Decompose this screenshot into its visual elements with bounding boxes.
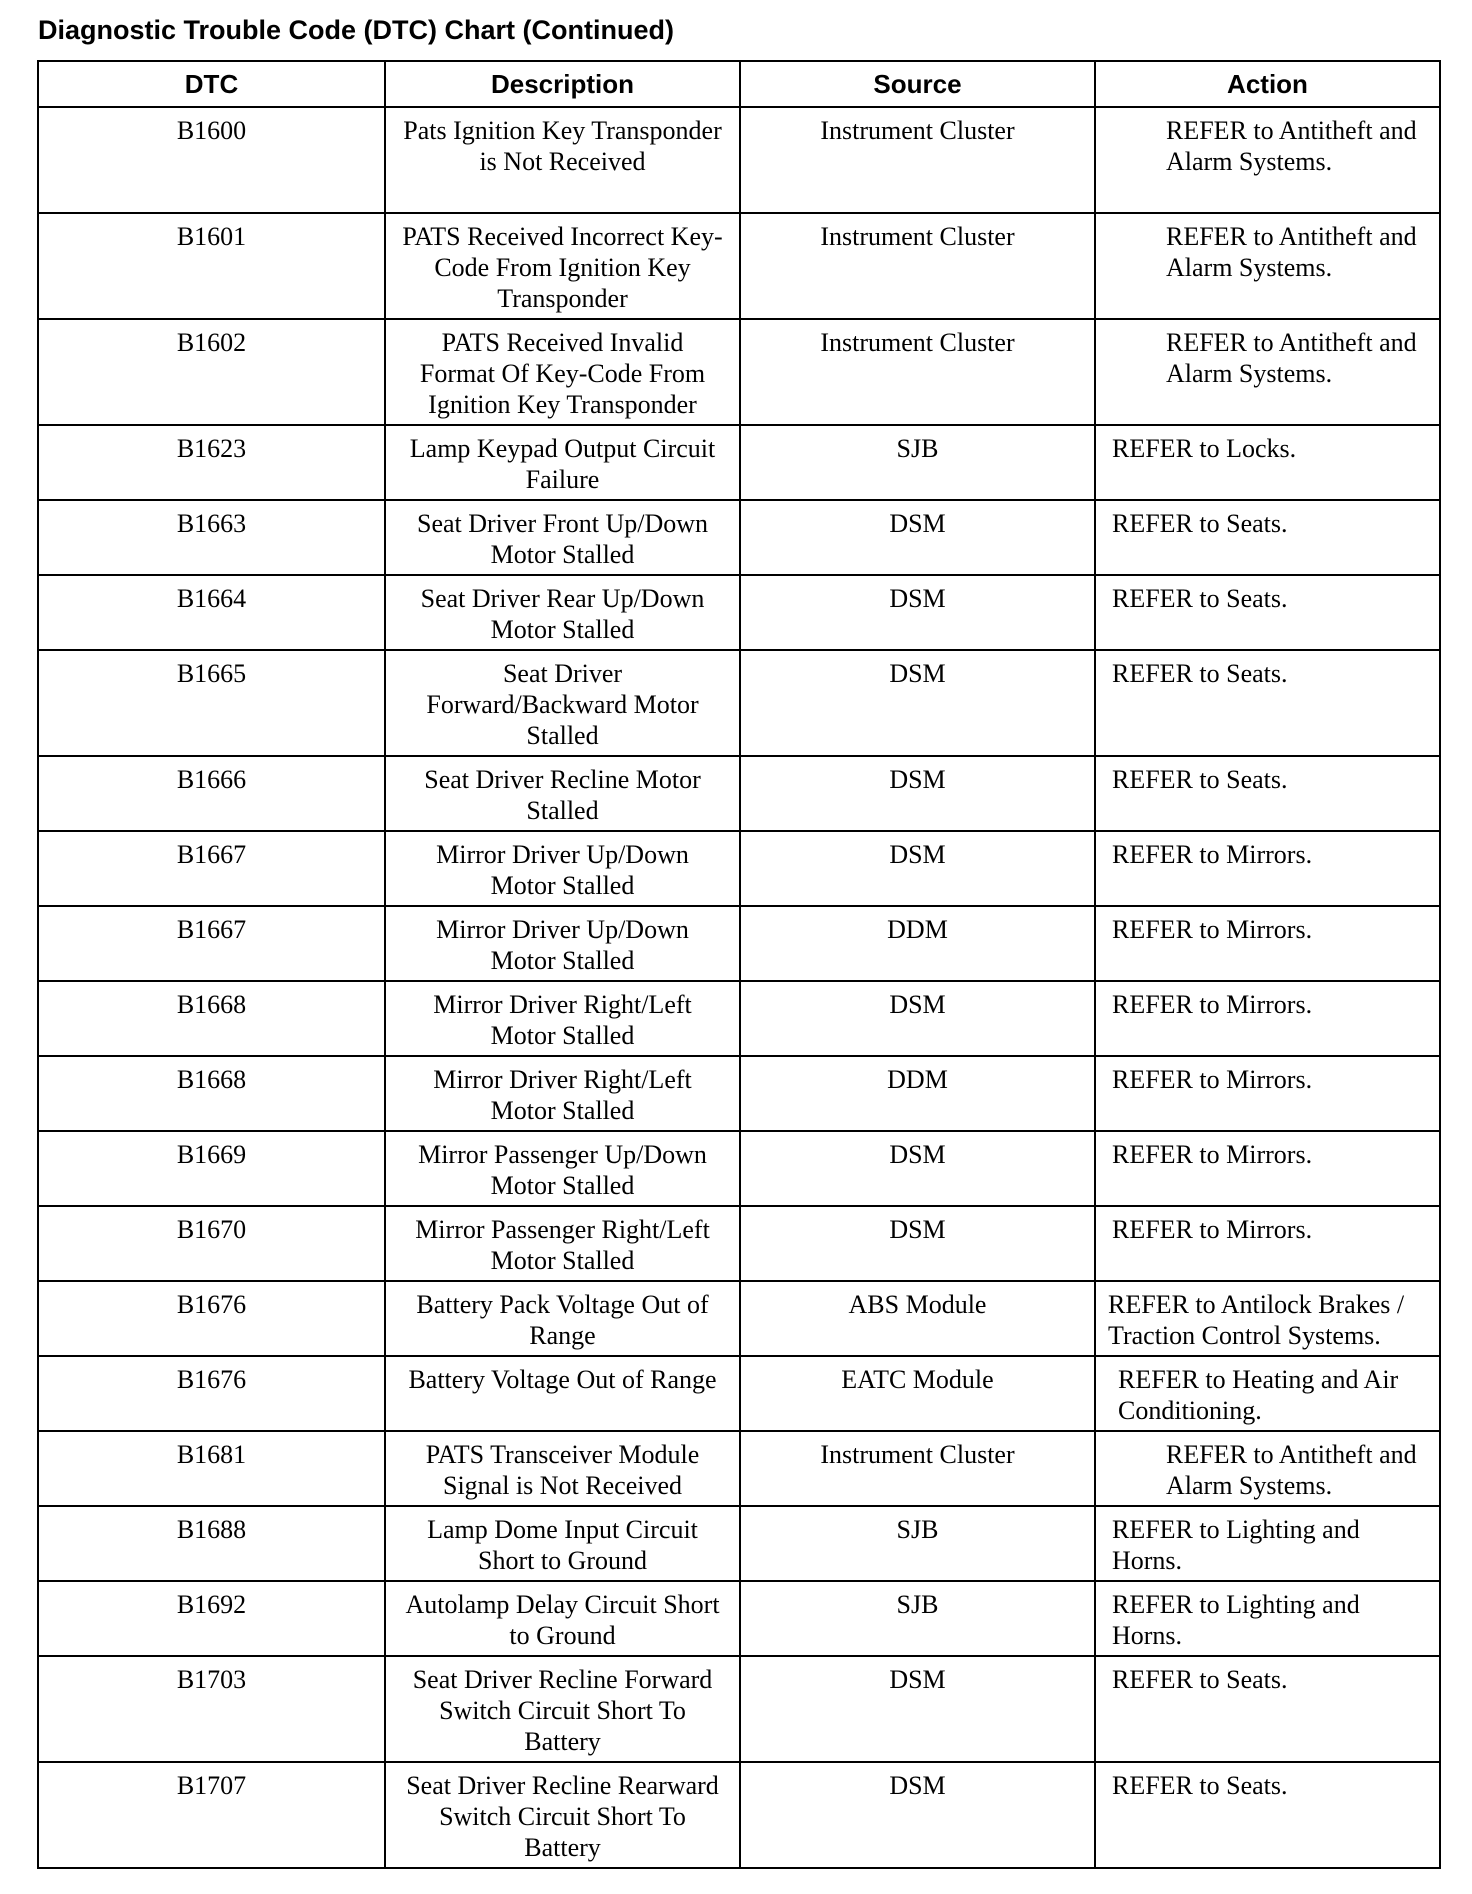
column-header-description: Description — [385, 61, 740, 107]
source-cell: DSM — [740, 650, 1095, 756]
description-cell: PATS Received Invalid Format Of Key-Code From Ignition Key Transponder — [385, 319, 740, 425]
table-row — [38, 213, 1440, 319]
source-cell: DSM — [740, 831, 1095, 906]
source-cell: DSM — [740, 981, 1095, 1056]
action-cell: REFER to Mirrors. — [1095, 1206, 1440, 1281]
action-cell: REFER to Antitheft and Alarm Systems. — [1095, 213, 1440, 319]
dtc-cell: B1692 — [38, 1581, 385, 1656]
table-row — [38, 1656, 1440, 1762]
source-cell: Instrument Cluster — [740, 319, 1095, 425]
table-row — [38, 1762, 1440, 1868]
dtc-cell: B1665 — [38, 650, 385, 756]
table-row — [38, 575, 1440, 650]
dtc-cell: B1600 — [38, 107, 385, 213]
source-cell: DSM — [740, 575, 1095, 650]
dtc-table — [37, 60, 1441, 1869]
source-cell: DSM — [740, 1762, 1095, 1868]
action-cell: REFER to Seats. — [1095, 575, 1440, 650]
action-cell: REFER to Seats. — [1095, 756, 1440, 831]
source-cell: DSM — [740, 500, 1095, 575]
action-cell: REFER to Antilock Brakes / Traction Control Systems. — [1095, 1281, 1440, 1356]
description-cell: Seat Driver Rear Up/Down Motor Stalled — [385, 575, 740, 650]
action-cell: REFER to Mirrors. — [1095, 831, 1440, 906]
action-cell: REFER to Antitheft and Alarm Systems. — [1095, 1431, 1440, 1506]
dtc-cell: B1601 — [38, 213, 385, 319]
dtc-cell: B1688 — [38, 1506, 385, 1581]
dtc-cell: B1676 — [38, 1356, 385, 1431]
source-cell: Instrument Cluster — [740, 213, 1095, 319]
table-body — [38, 107, 1440, 1868]
description-cell: Lamp Keypad Output Circuit Failure — [385, 425, 740, 500]
action-cell: REFER to Seats. — [1095, 1762, 1440, 1868]
source-cell: Instrument Cluster — [740, 1431, 1095, 1506]
column-header-dtc: DTC — [38, 61, 385, 107]
table-row — [38, 1056, 1440, 1131]
description-cell: PATS Transceiver Module Signal is Not Received — [385, 1431, 740, 1506]
table-row — [38, 1206, 1440, 1281]
description-cell: Mirror Driver Up/Down Motor Stalled — [385, 831, 740, 906]
action-cell: REFER to Lighting and Horns. — [1095, 1506, 1440, 1581]
table-row — [38, 831, 1440, 906]
dtc-cell: B1664 — [38, 575, 385, 650]
column-header-action: Action — [1095, 61, 1440, 107]
action-cell: REFER to Mirrors. — [1095, 1131, 1440, 1206]
dtc-cell: B1668 — [38, 1056, 385, 1131]
action-cell: REFER to Locks. — [1095, 425, 1440, 500]
dtc-cell: B1707 — [38, 1762, 385, 1868]
table-row — [38, 650, 1440, 756]
table-row — [38, 906, 1440, 981]
description-cell: Pats Ignition Key Transponder is Not Received — [385, 107, 740, 213]
dtc-cell: B1670 — [38, 1206, 385, 1281]
source-cell: DSM — [740, 756, 1095, 831]
dtc-cell: B1703 — [38, 1656, 385, 1762]
table-row — [38, 756, 1440, 831]
action-cell: REFER to Mirrors. — [1095, 906, 1440, 981]
dtc-cell: B1676 — [38, 1281, 385, 1356]
source-cell: DSM — [740, 1206, 1095, 1281]
column-header-source: Source — [740, 61, 1095, 107]
description-cell: Seat Driver Front Up/Down Motor Stalled — [385, 500, 740, 575]
source-cell: SJB — [740, 425, 1095, 500]
action-cell: REFER to Antitheft and Alarm Systems. — [1095, 107, 1440, 213]
source-cell: DSM — [740, 1656, 1095, 1762]
action-cell: REFER to Seats. — [1095, 1656, 1440, 1762]
table-row — [38, 981, 1440, 1056]
description-cell: Seat Driver Recline Forward Switch Circuit Short To Battery — [385, 1656, 740, 1762]
table-row — [38, 1581, 1440, 1656]
description-cell: Lamp Dome Input Circuit Short to Ground — [385, 1506, 740, 1581]
dtc-cell: B1668 — [38, 981, 385, 1056]
dtc-cell: B1667 — [38, 906, 385, 981]
header-row — [38, 61, 1440, 107]
description-cell: Mirror Driver Right/Left Motor Stalled — [385, 1056, 740, 1131]
page-title: Diagnostic Trouble Code (DTC) Chart (Continued) — [38, 15, 674, 45]
source-cell: EATC Module — [740, 1356, 1095, 1431]
description-cell: Autolamp Delay Circuit Short to Ground — [385, 1581, 740, 1656]
description-cell: Seat Driver Recline Rearward Switch Circuit Short To Battery — [385, 1762, 740, 1868]
source-cell: DDM — [740, 906, 1095, 981]
description-cell: Seat Driver Recline Motor Stalled — [385, 756, 740, 831]
description-cell: PATS Received Incorrect Key-Code From Ignition Key Transponder — [385, 213, 740, 319]
dtc-cell: B1669 — [38, 1131, 385, 1206]
dtc-cell: B1666 — [38, 756, 385, 831]
table-row — [38, 1131, 1440, 1206]
action-cell: REFER to Mirrors. — [1095, 1056, 1440, 1131]
action-cell: REFER to Seats. — [1095, 500, 1440, 575]
description-cell: Seat Driver Forward/Backward Motor Stalled — [385, 650, 740, 756]
dtc-cell: B1663 — [38, 500, 385, 575]
table-header — [38, 61, 1440, 107]
dtc-cell: B1623 — [38, 425, 385, 500]
dtc-cell: B1667 — [38, 831, 385, 906]
description-cell: Mirror Passenger Up/Down Motor Stalled — [385, 1131, 740, 1206]
source-cell: Instrument Cluster — [740, 107, 1095, 213]
dtc-cell: B1681 — [38, 1431, 385, 1506]
action-cell: REFER to Seats. — [1095, 650, 1440, 756]
action-cell: REFER to Heating and Air Conditioning. — [1095, 1356, 1440, 1431]
source-cell: DDM — [740, 1056, 1095, 1131]
action-cell: REFER to Mirrors. — [1095, 981, 1440, 1056]
action-cell: REFER to Antitheft and Alarm Systems. — [1095, 319, 1440, 425]
table-row — [38, 500, 1440, 575]
table-row — [38, 107, 1440, 213]
description-cell: Battery Voltage Out of Range — [385, 1356, 740, 1431]
table-row — [38, 425, 1440, 500]
source-cell: SJB — [740, 1506, 1095, 1581]
source-cell: SJB — [740, 1581, 1095, 1656]
dtc-cell: B1602 — [38, 319, 385, 425]
description-cell: Battery Pack Voltage Out of Range — [385, 1281, 740, 1356]
table-row — [38, 1356, 1440, 1431]
source-cell: DSM — [740, 1131, 1095, 1206]
table-row — [38, 319, 1440, 425]
table-row — [38, 1431, 1440, 1506]
description-cell: Mirror Passenger Right/Left Motor Stalled — [385, 1206, 740, 1281]
table-row — [38, 1506, 1440, 1581]
table-row — [38, 1281, 1440, 1356]
description-cell: Mirror Driver Up/Down Motor Stalled — [385, 906, 740, 981]
action-cell: REFER to Lighting and Horns. — [1095, 1581, 1440, 1656]
source-cell: ABS Module — [740, 1281, 1095, 1356]
description-cell: Mirror Driver Right/Left Motor Stalled — [385, 981, 740, 1056]
